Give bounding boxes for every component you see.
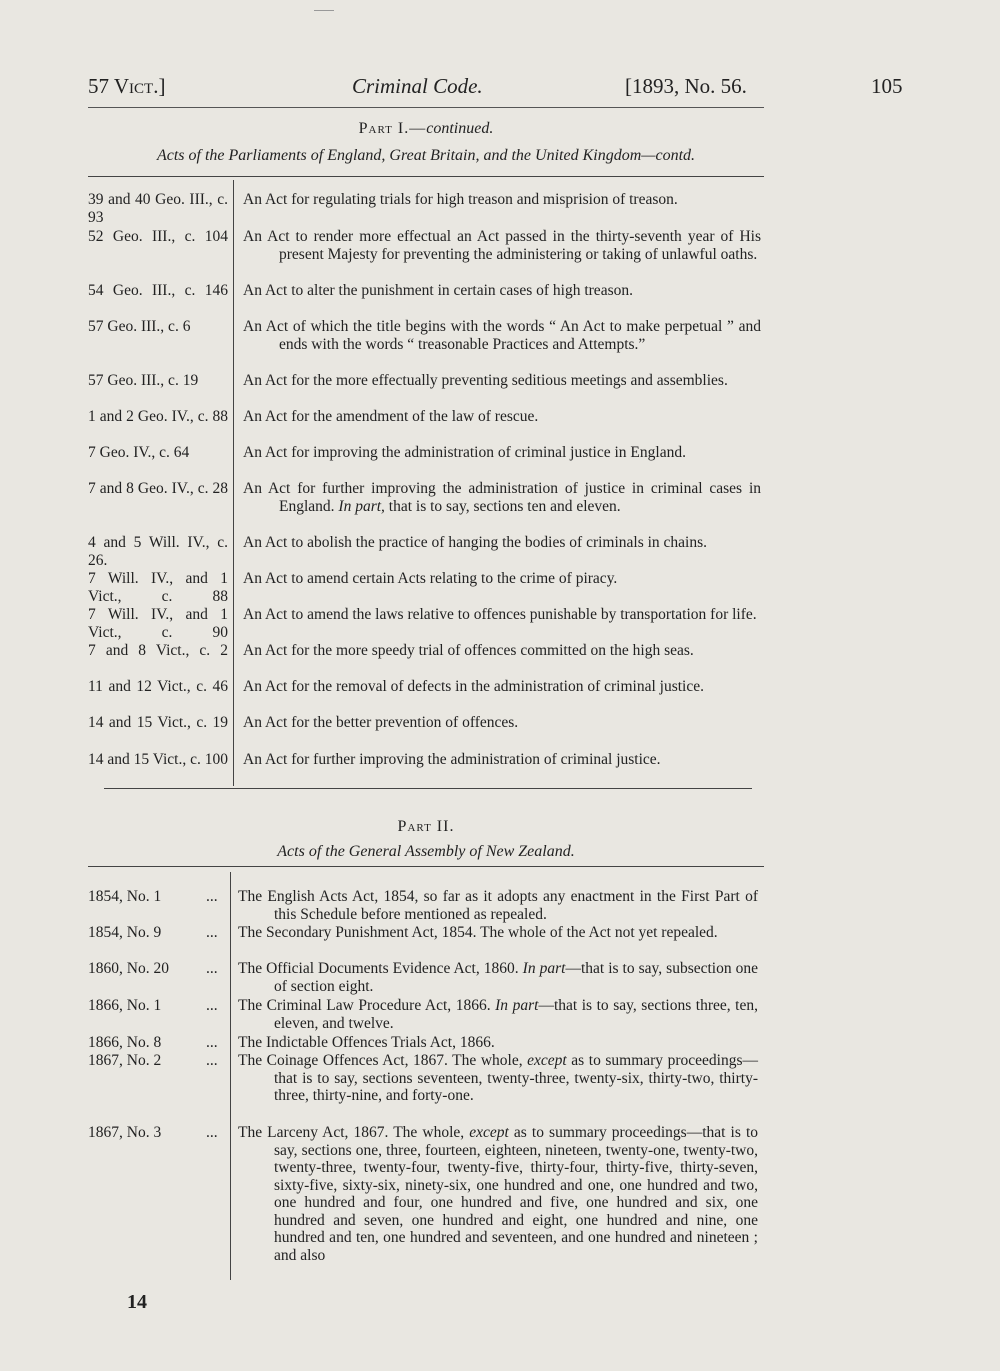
part-two-top-rule [88,866,764,867]
act-reference: 7 Will. IV., and 1 Vict., c. 90 [88,606,228,641]
running-head-act-number: [1893, No. 56. [625,74,747,98]
act-reference: 39 and 40 Geo. III., c. 93 [88,191,228,226]
act-description: An Act for the removal of defects in the administration of criminal justice. [243,678,704,695]
part-two-column-divider [230,872,231,1280]
act-reference: 7 Geo. IV., c. 64 [88,444,190,461]
signature-mark: 14 [127,1291,147,1313]
act-reference [88,997,226,1015]
leader-dots: ... [206,888,218,905]
act-description: An Act to render more effectual an Act passed in the thirty-seventh year of His present Majesty for preventing the administering or taking of unlawful oaths. [243,228,761,263]
act-description [238,1124,758,1264]
act-reference: 54 Geo. III., c. 146 [88,282,228,299]
desc-italic: In part [495,997,539,1014]
part-one-label: Part I.— [358,120,427,137]
act-reference: 57 Geo. III., c. 6 [88,318,191,335]
act-reference: 1 and 2 Geo. IV., c. 88 [88,408,228,425]
part-one-bottom-rule [104,788,752,789]
act-reference: 11 and 12 Vict., c. 46 [88,678,228,695]
desc-italic: In part, [338,497,385,515]
act-year-number: 1854, No. 9 [88,924,162,941]
act-reference [88,1124,226,1142]
act-description: An Act to amend the laws relative to offences punishable by transportation for life. [243,606,757,623]
desc-text: The Larceny Act, 1867. The whole, [238,1124,470,1141]
desc-text: —that is to say, subsection one of section eight. [274,960,759,995]
desc-text: The Coinage Offences Act, 1867. The whole, [238,1052,528,1069]
act-year-number: 1866, No. 1 [88,997,162,1014]
page-number: 105 [871,74,903,98]
leader-dots: ... [206,924,218,941]
part-one-continued: continued. [426,120,494,137]
act-reference [88,960,226,978]
act-year-number: 1867, No. 2 [88,1052,162,1069]
act-reference [88,1034,226,1052]
part-two-label: Part II. [397,818,455,835]
act-description: An Act for the better prevention of offences. [243,714,519,731]
desc-text: as to summary proceedings—that is to say, sections one, three, fourteen, eighteen, nineteen, twenty-one, twenty-two, twenty-three, twenty-four, twenty-five, thirty-four, thirty-five, thirty-seven, sixty-five, sixty-six, ninety-six, one hundred and one, one hundred and two, one hundred and four, one hundred and five, one hundred and six, one hundred and seven, one hundred and eight, one hundred and nine, one hundred and ten, one hundred and seventeen, and one hundred and nineteen ; and also [274,1124,759,1264]
act-description [238,1052,758,1105]
act-description: An Act for further improving the administration of criminal justice. [243,751,661,768]
act-reference: 52 Geo. III., c. 104 [88,228,228,245]
act-description: An Act for the amendment of the law of rescue. [243,408,539,425]
act-year-number: 1867, No. 3 [88,1124,162,1141]
act-reference [88,924,226,942]
desc-italic: except [527,1052,567,1069]
act-description [238,960,758,995]
act-description: The English Acts Act, 1854, so far as it adopts any enactment in the First Part of this Schedule before mentioned as repealed. [238,888,758,923]
act-reference [88,888,226,906]
desc-text: An Act for further improving the administration of justice in criminal cases in England. [243,480,761,515]
act-description: An Act to alter the punishment in certain cases of high treason. [243,282,633,299]
act-reference: 57 Geo. III., c. 19 [88,372,199,389]
act-description: An Act of which the title begins with the words “ An Act to make perpetual ” and ends with the words “ treasonable Practices and Attempts.” [243,318,761,353]
act-description: An Act for the more speedy trial of offences committed on the high seas. [243,642,694,659]
leader-dots: ... [206,1034,218,1051]
desc-italic: In part [522,960,566,977]
desc-text: that is to say, sections ten and eleven. [384,497,621,515]
part-two-subtitle: Acts of the General Assembly of New Zealand. [277,843,575,860]
part-one-column-divider [233,180,234,786]
act-description: An Act for improving the administration of criminal justice in England. [243,444,686,461]
act-description: The Indictable Offences Trials Act, 1866. [238,1034,495,1051]
leader-dots: ... [206,1124,218,1141]
act-description: An Act for regulating trials for high treason and misprision of treason. [243,191,678,208]
act-reference: 14 and 15 Vict., c. 19 [88,714,228,731]
running-head-regnal-year: 57 Vict.] [88,74,166,98]
act-reference: 7 and 8 Vict., c. 2 [88,642,228,659]
act-description: An Act to amend certain Acts relating to the crime of piracy. [243,570,618,587]
desc-italic: except [469,1124,509,1141]
leader-dots: ... [206,997,218,1014]
leader-dots: ... [206,1052,218,1069]
act-description: An Act to abolish the practice of hanging the bodies of criminals in chains. [243,534,708,551]
act-reference: 7 Will. IV., and 1 Vict., c. 88 [88,570,228,605]
desc-text: The Criminal Law Procedure Act, 1866. [238,997,496,1014]
part-one-top-rule [88,176,764,177]
act-year-number: 1860, No. 20 [88,960,169,977]
act-description: The Secondary Punishment Act, 1854. The whole of the Act not yet repealed. [238,924,718,941]
act-description [243,480,761,515]
printer-mark [314,10,334,11]
act-description [238,997,758,1032]
act-reference: 4 and 5 Will. IV., c. 26. [88,534,228,569]
act-reference: 7 and 8 Geo. IV., c. 28 [88,480,228,497]
part-one-subtitle: Acts of the Parliaments of England, Great Britain, and the United Kingdom—contd. [156,147,696,164]
leader-dots: ... [206,960,218,977]
desc-text: as to summary proceedings—that is to say, sections seventeen, twenty-three, twenty-six, thirty-two, thirty-three, thirty-nine, and forty-one. [274,1052,758,1104]
part-one-title [88,120,764,138]
act-reference [88,1052,226,1070]
act-year-number: 1854, No. 1 [88,888,162,905]
act-year-number: 1866, No. 8 [88,1034,162,1051]
header-rule [88,107,764,108]
running-head [88,74,908,104]
act-description: An Act for the more effectually preventing seditious meetings and assemblies. [243,372,728,389]
part-two-title [88,818,764,836]
running-head-title: Criminal Code. [352,74,483,98]
desc-text: The Official Documents Evidence Act, 1860. [238,960,523,977]
act-reference: 14 and 15 Vict., c. 100 [88,751,228,768]
desc-text: —that is to say, sections three, ten, eleven, and twelve. [274,997,758,1032]
